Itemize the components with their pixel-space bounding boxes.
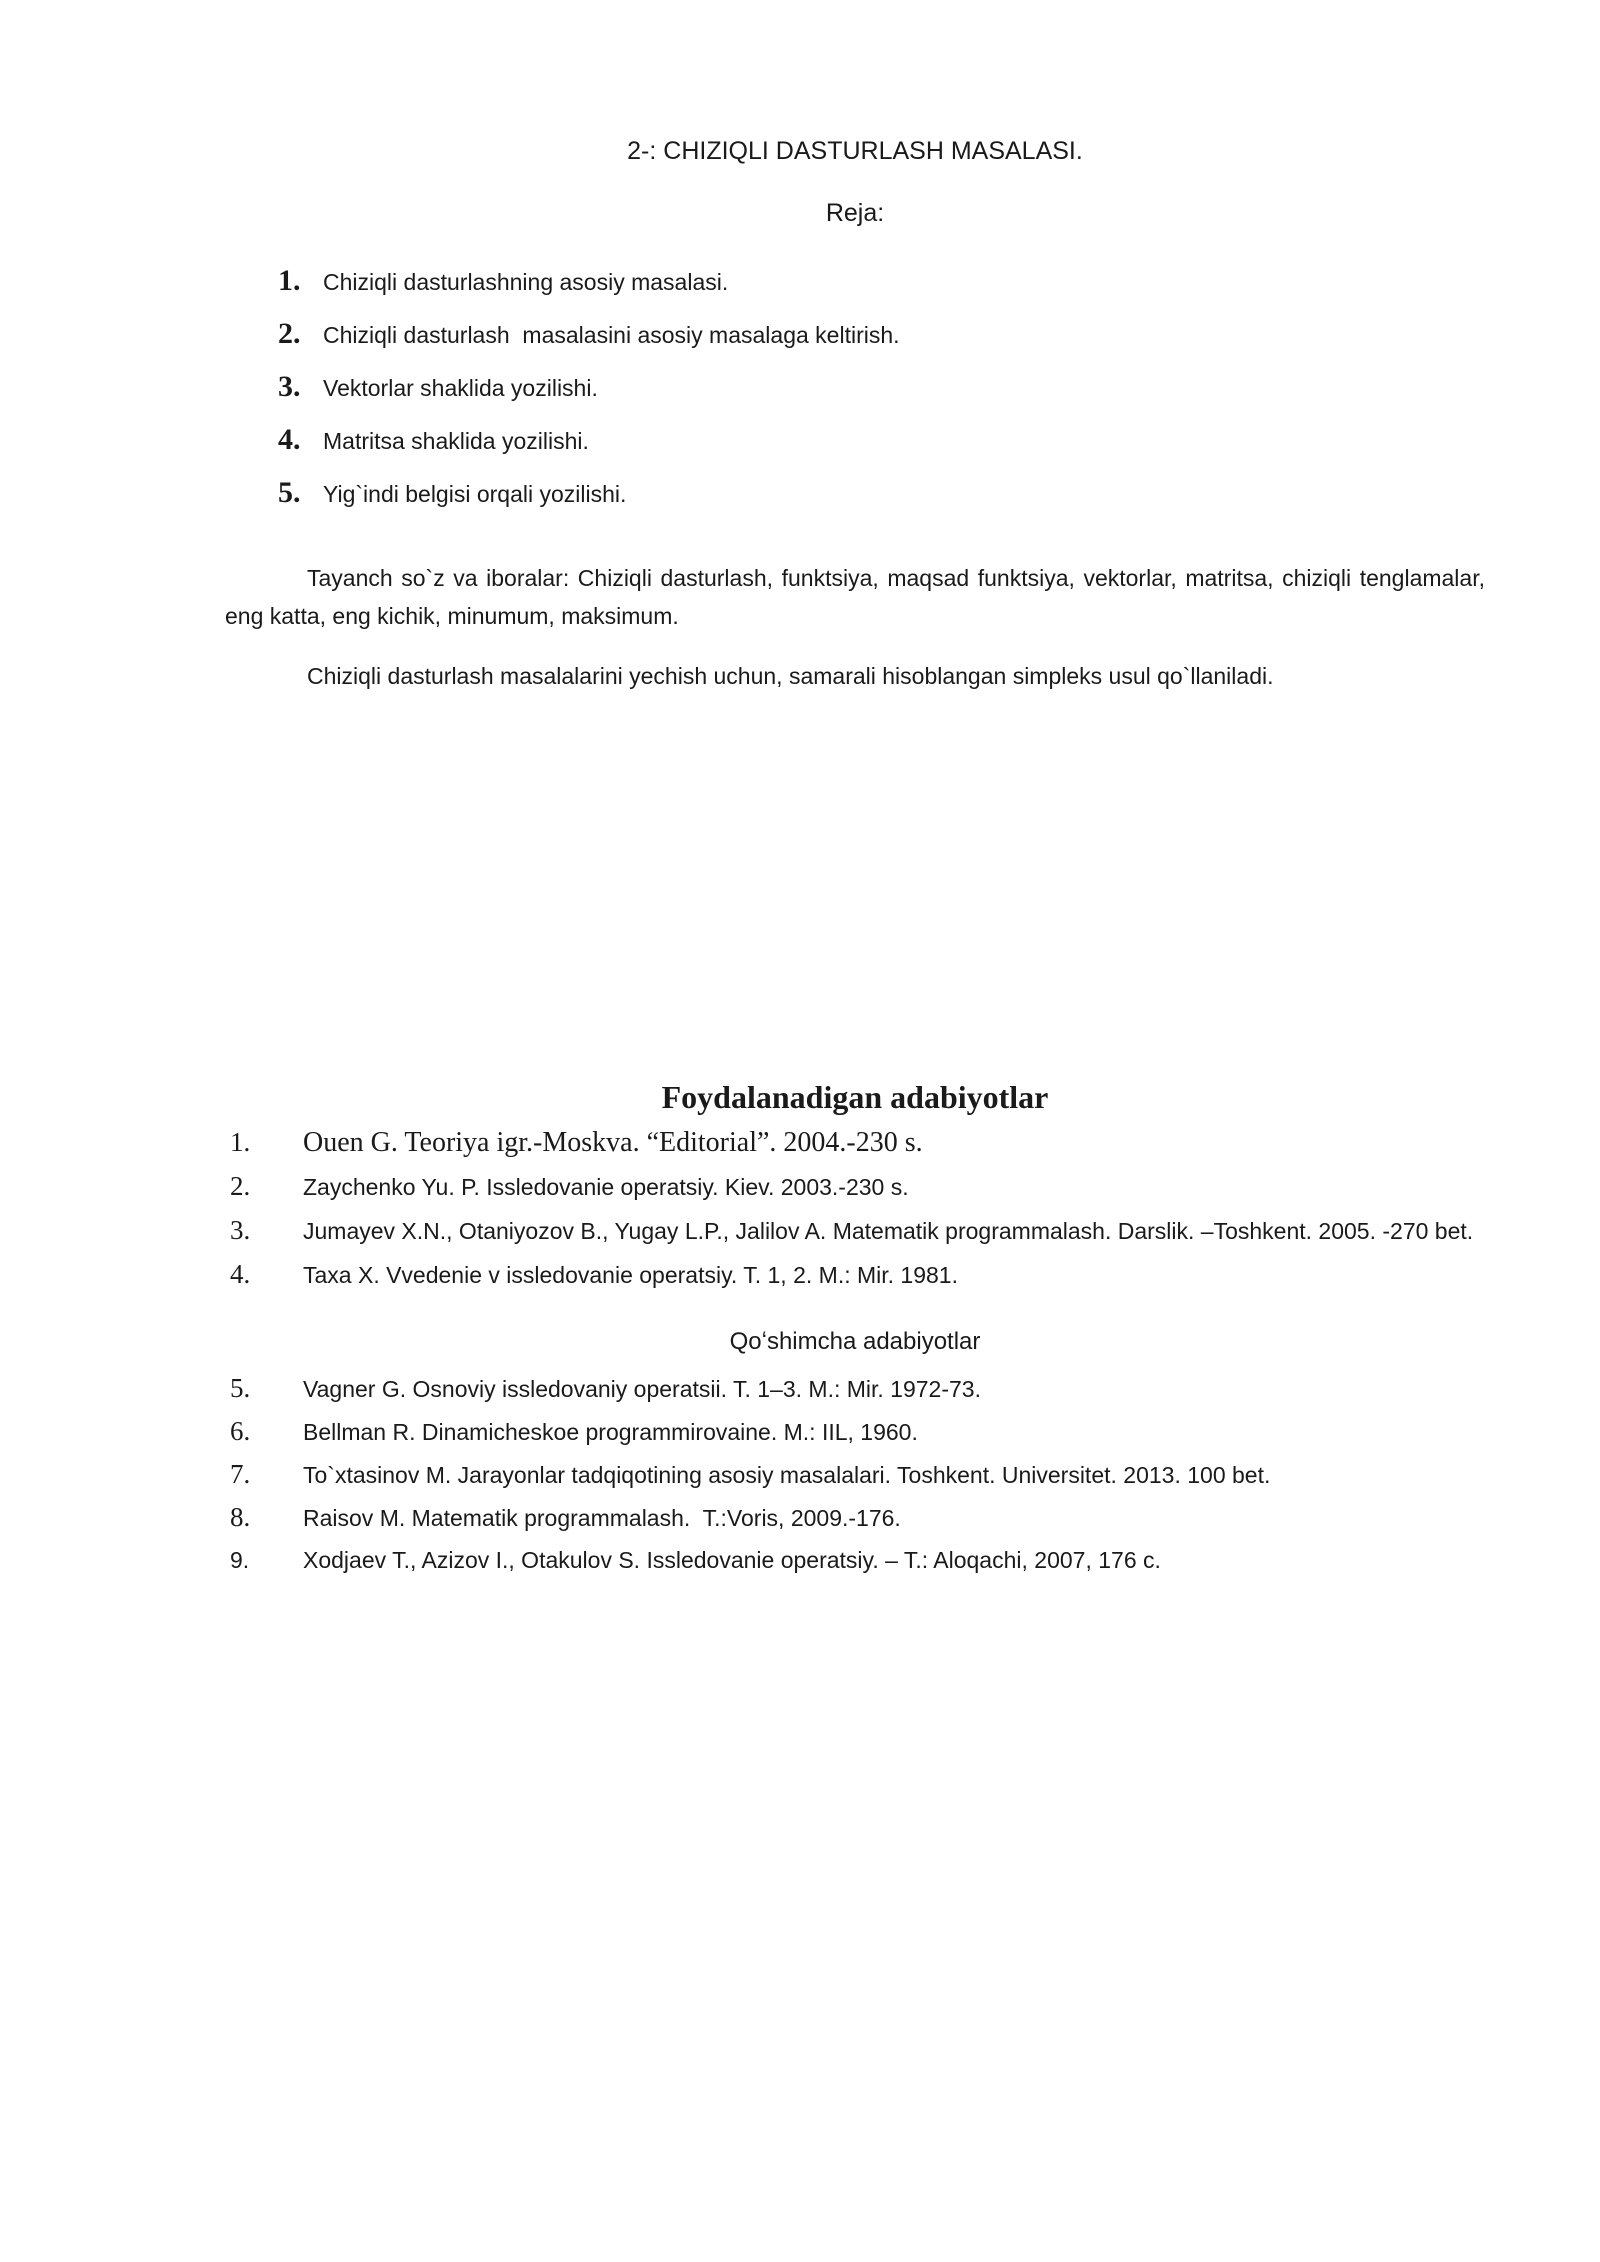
plan-item-number: 5. — [278, 476, 301, 509]
note-paragraph: Chiziqli dasturlash masalalarini yechish uchun, samarali hisoblangan simpleks usul qo`llaniladi. — [307, 663, 1274, 689]
reference-text: Bellman R. Dinamicheskoe programmirovaine. M.: IIL, 1960. — [303, 1419, 918, 1445]
plan-item — [225, 370, 1485, 423]
plan-list — [225, 264, 1485, 529]
references-heading: Foydalanadigan adabiyotlar — [661, 1079, 1049, 1115]
reference-item — [225, 1410, 1485, 1453]
reference-text: Zaychenko Yu. P. Issledovanie operatsiy. Kiev. 2003.-230 s. — [303, 1174, 909, 1200]
reference-item — [225, 1165, 1485, 1209]
reference-number: 1. — [230, 1127, 251, 1157]
document-title: 2-: CHIZIQLI DASTURLASH MASALASI. — [627, 137, 1083, 165]
reference-item — [225, 1367, 1485, 1410]
reference-text: To`xtasinov M. Jarayonlar tadqiqotining asosiy masalalari. Toshkent. Universitet. 2013. 100 bet. — [303, 1462, 1271, 1488]
plan-item — [225, 317, 1485, 370]
plan-item-text: Chiziqli dasturlashning asosiy masalasi. — [323, 269, 729, 295]
plan-item — [225, 476, 1485, 529]
reference-number: 2. — [230, 1171, 251, 1201]
reference-text: Vagner G. Osnoviy issledovaniy operatsii. T. 1–3. M.: Mir. 1972-73. — [303, 1376, 981, 1402]
reference-number: 8. — [230, 1502, 251, 1532]
reference-text: Jumayev X.N., Otaniyozov B., Yugay L.P., Jalilov A. Matematik programmalash. Darslik. –Toshkent. 2005. -270 bet. — [303, 1218, 1474, 1244]
reference-item — [225, 1539, 1485, 1581]
keywords-paragraph: Tayanch so`z va iboralar: Chiziqli dasturlash, funktsiya, maqsad funktsiya, vektorlar, matritsa, chiziqli tenglamalar, eng katta, eng kichik, minumum, maksimum. — [225, 565, 1485, 629]
reference-text: Xodjaev T., Azizov I., Otakulov S. Issledovanie operatsiy. – T.: Aloqachi, 2007, 176 c. — [303, 1547, 1161, 1573]
reference-item — [225, 1121, 1485, 1165]
plan-item-number: 4. — [278, 423, 301, 456]
reference-number: 4. — [230, 1259, 251, 1289]
reference-item — [225, 1253, 1485, 1297]
additional-references-heading: Qoʻshimcha adabiyotlar — [729, 1328, 981, 1355]
plan-item-text: Matritsa shaklida yozilishi. — [323, 428, 589, 454]
reference-text: Taxa X. Vvedenie v issledovanie operatsiy. T. 1, 2. M.: Mir. 1981. — [303, 1262, 958, 1288]
plan-item-number: 2. — [278, 317, 301, 350]
plan-item-number: 1. — [278, 264, 301, 297]
reference-item — [225, 1453, 1485, 1496]
plan-item-text: Vektorlar shaklida yozilishi. — [323, 375, 598, 401]
plan-item-text: Chiziqli dasturlash masalasini asosiy masalaga keltirish. — [323, 322, 900, 348]
reference-text: Raisov M. Matematik programmalash. T.:Voris, 2009.-176. — [303, 1505, 901, 1531]
reference-number: 9. — [230, 1547, 250, 1573]
reference-item — [225, 1496, 1485, 1539]
references-additional-list — [225, 1367, 1485, 1581]
plan-item-number: 3. — [278, 370, 301, 403]
reference-text: Ouen G. Teoriya igr.-Moskva. “Editorial”. 2004.-230 s. — [303, 1127, 923, 1158]
references-main-list — [225, 1121, 1485, 1297]
plan-item — [225, 264, 1485, 317]
reference-number: 5. — [230, 1373, 251, 1403]
reference-number: 7. — [230, 1459, 251, 1489]
plan-item — [225, 423, 1485, 476]
reference-number: 3. — [230, 1215, 251, 1245]
reference-item — [225, 1209, 1485, 1253]
reference-number: 6. — [230, 1416, 251, 1446]
reja-heading: Reja: — [825, 199, 885, 227]
plan-item-text: Yig`indi belgisi orqali yozilishi. — [323, 481, 627, 507]
